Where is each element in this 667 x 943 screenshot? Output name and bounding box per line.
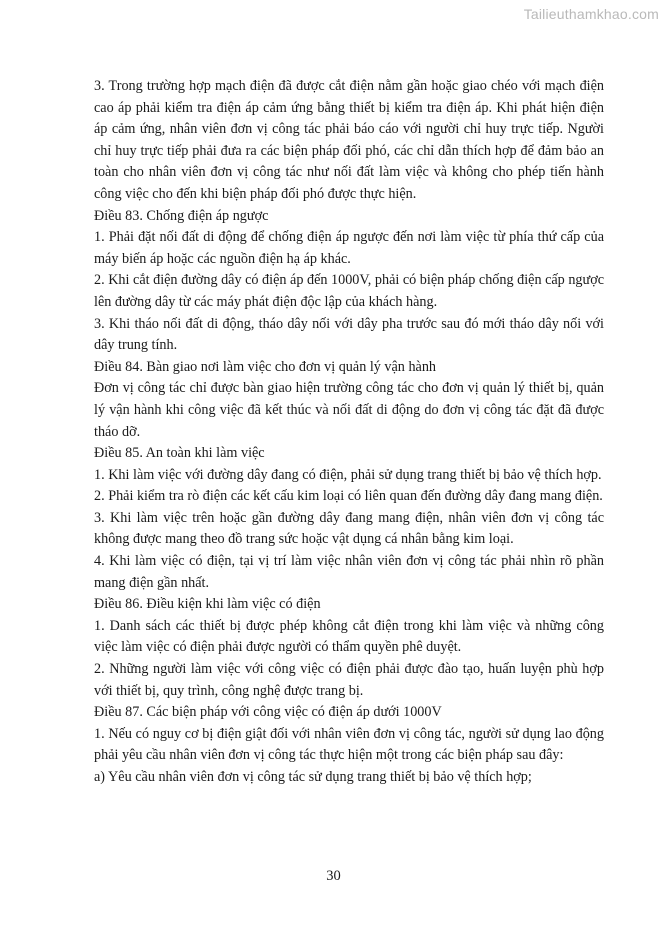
page-number: 30: [326, 868, 341, 884]
article-heading: Điều 83. Chống điện áp ngược: [94, 207, 269, 224]
paragraph: a) Yêu cầu nhân viên đơn vị công tác sử dụng trang thiết bị bảo vệ thích hợp;: [94, 769, 532, 785]
paragraph: 3. Trong trường hợp mạch điện đã được cắt điện nằm gần hoặc giao chéo với mạch điện cao áp phải kiểm tra điện áp cảm ứng bằng thiết bị kiểm tra điện áp. Khi phát hiện điện áp cảm ứng, nhân viên đơn vị công tác phải báo cáo với người chỉ huy trực tiếp. Người chỉ huy trực tiếp phải đưa ra các biện pháp đối phó, các chỉ dẫn thích hợp để đảm bảo an toàn cho nhân viên đơn vị công tác như nối đất làm việc và không cho phép tiến hành công việc cho đến khi biện pháp đối phó được thực hiện.: [94, 78, 604, 202]
paragraph: 3. Khi làm việc trên hoặc gần đường dây đang mang điện, nhân viên đơn vị công tác không được mang theo đồ trang sức hoặc vật dụng cá nhân bằng kim loại.: [94, 509, 604, 548]
paragraph: 1. Khi làm việc với đường dây đang có điện, phải sử dụng trang thiết bị bảo vệ thích hợp.: [94, 466, 602, 483]
paragraph: 1. Nếu có nguy cơ bị điện giật đối với nhân viên đơn vị công tác, người sử dụng lao động phải yêu cầu nhân viên đơn vị công tác thực hiện một trong các biện pháp sau đây:: [94, 725, 604, 764]
paragraph: 3. Khi tháo nối đất di động, tháo dây nối với dây pha trước sau đó mới tháo dây nối với dây trung tính.: [94, 315, 604, 354]
paragraph: Đơn vị công tác chỉ được bàn giao hiện trường công tác cho đơn vị quản lý thiết bị, quản lý vận hành khi công việc đã kết thúc và nối đất di động do đơn vị công tác đặt đã được tháo dỡ.: [94, 380, 604, 440]
paragraph: 1. Phải đặt nối đất di động để chống điện áp ngược đến nơi làm việc từ phía thứ cấp của máy biến áp hoặc các nguồn điện hạ áp khác.: [94, 229, 604, 267]
article-heading: Điều 85. An toàn khi làm việc: [94, 445, 265, 462]
article-heading: Điều 86. Điều kiện khi làm việc có điện: [94, 596, 321, 613]
paragraph: 2. Phải kiểm tra rò điện các kết cấu kim loại có liên quan đến đường dây đang mang điện.: [94, 488, 603, 505]
document-body: [94, 76, 604, 789]
paragraph: 1. Danh sách các thiết bị được phép không cắt điện trong khi làm việc và những công việc làm việc có điện phải được người có thẩm quyền phê duyệt.: [94, 617, 604, 656]
paragraph: 4. Khi làm việc có điện, tại vị trí làm việc nhân viên đơn vị công tác phải nhìn rõ phần mang điện gần nhất.: [94, 553, 604, 591]
paragraph: 2. Khi cắt điện đường dây có điện áp đến 1000V, phải có biện pháp chống điện cấp ngược lên đường dây từ các máy phát điện độc lập của khách hàng.: [94, 272, 605, 310]
watermark: Tailieuthamkhao.com: [523, 6, 659, 22]
paragraph: 2. Những người làm việc với công việc có điện phải được đào tạo, huấn luyện phù hợp với thiết bị, quy trình, công nghệ được trang bị.: [94, 661, 604, 699]
article-heading: Điều 87. Các biện pháp với công việc có điện áp dưới 1000V: [94, 704, 442, 721]
article-heading: Điều 84. Bàn giao nơi làm việc cho đơn vị quản lý vận hành: [94, 358, 437, 375]
